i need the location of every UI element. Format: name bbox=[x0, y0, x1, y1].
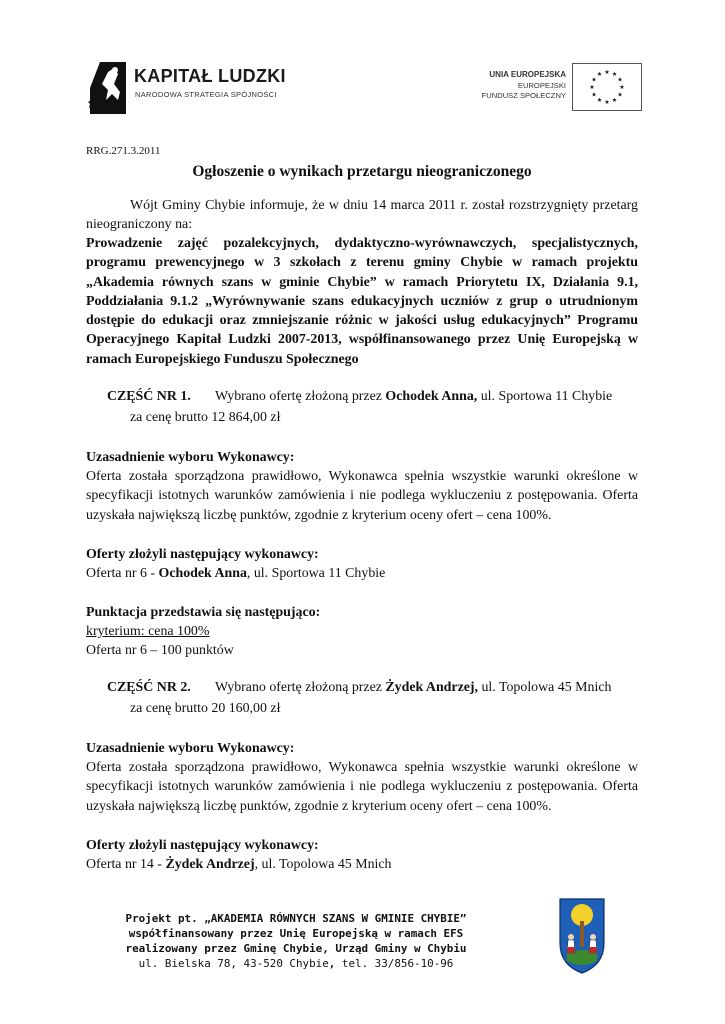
part-1-price: za cenę brutto 12 864,00 zł bbox=[130, 410, 281, 425]
reference-number: RRG.271.3.2011 bbox=[86, 145, 161, 157]
part-1-address: ul. Sportowa 11 Chybie bbox=[477, 389, 613, 404]
part-2-offer-address: , ul. Topolowa 45 Mnich bbox=[254, 857, 392, 872]
footer-project-line: Projekt pt. „AKADEMIA RÓWNYCH SZANS W GMINIE CHYBIE” bbox=[125, 912, 467, 925]
part-1-label: CZĘŚĆ NR 1. bbox=[107, 389, 191, 404]
part-2-price: za cenę brutto 20 160,00 zł bbox=[130, 701, 281, 716]
page-title: Ogłoszenie o wynikach przetargu nieograniczonego bbox=[192, 163, 532, 180]
eu-flag-icon bbox=[572, 63, 642, 111]
part-2-contractor: Żydek Andrzej, bbox=[385, 680, 478, 695]
footer-phone: tel. 33/856-10-96 bbox=[335, 957, 454, 970]
eu-label-line2: EUROPEJSKI bbox=[517, 80, 566, 90]
footer-address-line bbox=[86, 956, 506, 971]
subject-paragraph: Prowadzenie zajęć pozalekcyjnych, dydaktyczno-wyrównawczych, specjalistycznych, programu prewencyjnego w 3 szkołach z terenu gminy Chybie w ramach projektu „Akademia równych szans w gminie Chybie” w ramach Priorytetu IX, Działania 9.1, Poddziałania 9.1.2 „Wyrównywanie szans edukacyjnych uczniów z grup o utrudnionym dostępie do edukacji oraz zmniejszanie różnic w jakości usług edukacyjnych” Programu Operacyjnego Kapitał Ludzki 2007-2013, współfinansowanego przez Unię Europejską w ramach Europejskiego Funduszu Społecznego bbox=[86, 236, 638, 367]
part-1-justification-heading: Uzasadnienie wyboru Wykonawcy: bbox=[86, 450, 295, 465]
eu-label-line1: UNIA EUROPEJSKA bbox=[489, 70, 566, 79]
part-2-offers-heading: Oferty złożyli następujący wykonawcy: bbox=[86, 838, 319, 853]
part-1-offers-heading: Oferty złożyli następujący wykonawcy: bbox=[86, 547, 319, 562]
intro-paragraph: Wójt Gminy Chybie informuje, że w dniu 14 marca 2011 r. został rozstrzygnięty przetarg nieograniczony na: bbox=[86, 198, 638, 233]
part-1-justification: Oferta została sporządzona prawidłowo, Wykonawca spełnia wszystkie warunki określone w specyfikacji istotnych warunków zamówienia i nie podlega wykluczeniu z postępowania. Oferta uzyskała największą liczbę punktów, zgodnie z kryterium oceny ofert – cena 100%. bbox=[86, 469, 638, 523]
footer-funding-line: współfinansowany przez Unię Europejską w ramach EFS bbox=[128, 927, 464, 940]
kapital-ludzki-title: KAPITAŁ LUDZKI bbox=[134, 66, 286, 86]
part-1-criterion: kryterium: cena 100% bbox=[86, 624, 210, 639]
eu-label-line3: FUNDUSZ SPOŁECZNY bbox=[481, 91, 566, 100]
part-1-chosen bbox=[215, 389, 612, 405]
part-1-offer bbox=[86, 564, 385, 583]
part-1-score: Oferta nr 6 – 100 punktów bbox=[86, 643, 234, 658]
footer-address: ul. Bielska 78, 43-520 Chybie bbox=[138, 957, 329, 970]
part-2-justification-heading: Uzasadnienie wyboru Wykonawcy: bbox=[86, 741, 295, 756]
part-2-offer-contractor: Żydek Andrzej bbox=[165, 857, 255, 872]
part-1-offer-contractor: Ochodek Anna bbox=[158, 566, 247, 581]
part-1-contractor: Ochodek Anna, bbox=[385, 389, 478, 404]
chybie-coat-of-arms-icon bbox=[557, 895, 607, 975]
kapital-ludzki-subtitle: NARODOWA STRATEGIA SPÓJNOŚCI bbox=[135, 90, 277, 99]
part-2-address: ul. Topolowa 45 Mnich bbox=[478, 680, 612, 695]
part-2-chosen-prefix: Wybrano ofertę złożoną przez bbox=[215, 680, 386, 695]
footer-implementer-line: realizowany przez Gminę Chybie, Urząd Gminy w Chybiu bbox=[125, 942, 467, 955]
part-2-chosen bbox=[215, 680, 611, 696]
part-2-offer-prefix: Oferta nr 14 - bbox=[86, 857, 166, 872]
eu-label bbox=[440, 70, 566, 102]
part-1-scoring-heading: Punktacja przedstawia się następująco: bbox=[86, 605, 321, 620]
part-1-chosen-prefix: Wybrano ofertę złożoną przez bbox=[215, 389, 386, 404]
part-1-offer-prefix: Oferta nr 6 - bbox=[86, 566, 159, 581]
part-1-offer-address: , ul. Sportowa 11 Chybie bbox=[246, 566, 386, 581]
part-2-justification: Oferta została sporządzona prawidłowo, Wykonawca spełnia wszystkie warunki określone w specyfikacji istotnych warunków zamówienia i nie podlega wykluczeniu z postępowania. Oferta uzyskała największą liczbę punktów, zgodnie z kryterium oceny ofert – cena 100%. bbox=[86, 760, 638, 814]
part-2-label: CZĘŚĆ NR 2. bbox=[107, 680, 191, 695]
footer-address-comma: , bbox=[328, 957, 336, 970]
part-2-offer bbox=[86, 855, 392, 874]
